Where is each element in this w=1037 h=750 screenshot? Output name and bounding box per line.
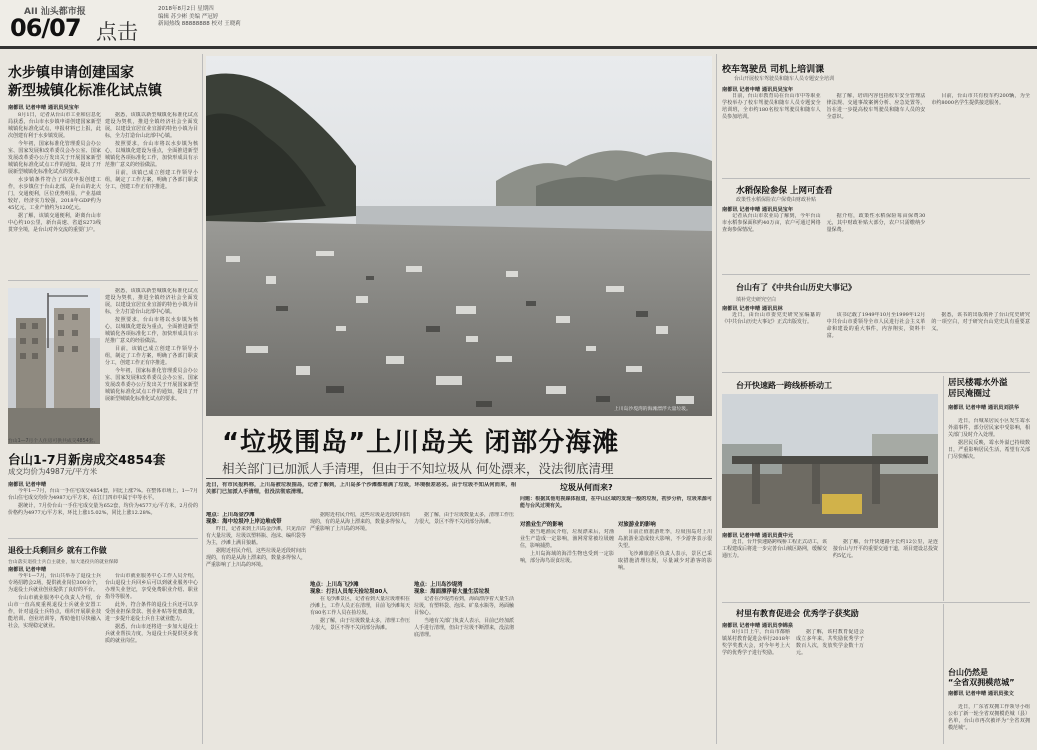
bridge-body: 近日，台开快速路跨线桥工程正式动工，该工程建成后将进一步完善台山城区路网，缓解交通压力。 据了解，台开快速路全长约12公里，是连接台山与开平的重要交通干道，项目建设总投资约5亿元。 (722, 539, 938, 559)
lead-story-body-col2: 据悉，该镇以新型城镇化标准化试点建设为契机，推进全镇经济社会全面发展，以建设宜居宜业宜游的特色小镇为目标，全力打造台山北部中心镇。 按照要求，台山市将以水步镇为核心，以城镇化建设为重点，全面推进新型城镇化各项标准化工作，加快形成具有示范推广意义的经验做法。 目前，该镇已成立创建工作领导小组，制定了工作方案，明确了各部门职责分工，创建工作正有序推进。 (105, 112, 198, 190)
party-history-subtitle: 填补党史研究空白 (736, 297, 777, 303)
section-heading: 地点：上川岛金沙滩 (206, 512, 255, 518)
school-bus-subtitle: 台山开展校车驾驶员和随车人员专题安全培训 (734, 76, 835, 82)
bridge-construction-photo (722, 394, 938, 528)
main-story-subtitle: 相关部门已加派人手清理，但由于不知垃圾从 何处漂来，没法彻底清理 (222, 461, 614, 476)
section-heading: 地点：上川岛飞沙滩 (310, 582, 359, 588)
divider (722, 178, 1030, 179)
scholarship-title: 村里有教育促进会 优秀学子获奖励 (736, 609, 859, 618)
double-support-byline: 南都讯 记者申晴 通讯员张文 (948, 691, 1014, 697)
main-story-col3: 据了解，由于垃圾数量太多，清理工作压力很大，景区不得不关闭部分海滩。 地点：上川岛沙堤湾 现象：海面漂浮着大量生活垃圾 记者在沙堤湾看到，海面漂浮着大量生活垃圾，有塑料袋、泡沫、矿泉水瓶等，场面触目惊心。 当地有关部门负责人表示，目前已经加派人手进行清理，但由于垃圾不断漂来，没法彻底清理。 (414, 512, 514, 638)
meta-line: 编辑 苏少彬 美编 严冠婷 (158, 13, 219, 20)
veteran-story-subtitle: 台山落实退役士兵自主就业，加大退役兵的就业保障 (8, 560, 119, 565)
housing-story-title: 台山1-7月新房成交4854套 (8, 452, 166, 467)
lead-story-body-cont: 据悉，该镇以新型城镇化标准化试点建设为契机，推进全镇经济社会全面发展，以建设宜居宜业宜游的特色小镇为目标，全力打造台山北部中心镇。 按照要求，台山市将以水步镇为核心，以城镇化建设为重点，全面推进新型城镇化各项标准化工作，加快形成具有示范推广意义的经验做法。 目前，该镇已成立创建工作领导小组，制定了工作方案，明确了各部门职责分工，创建工作正有序推进。 今年初，国家标准化管理委员会办公室、国家发展和改革委员会办公室、国家发展改革委办公厅发出关于开展国家新型城镇化标准化试点工作的通知，提出了开展新型城镇化标准化试点的要求。 (105, 288, 198, 402)
party-history-byline: 南都讯 记者申晴 通讯员林 (722, 306, 783, 312)
column-rule (943, 604, 944, 744)
scholarship-body: 8月1日上午，台山市都斛镇某村教育促进会举行2018年奖学奖教大会，对今年考上大学的优秀学子进行奖励。 据了解，该村教育促进会成立多年来，共奖励优秀学子数百人次，发放奖学金数十万元。 (722, 629, 864, 656)
housing-photo-caption: 台山1—7月个人住房可供共成交4854套。 (8, 439, 99, 444)
qa-heading: 对旅游业的影响 (618, 522, 656, 528)
veteran-story-body-col2: 台山市就业服务中心工作人员介绍，台山退役士兵回乡后可以到就业服务中心办理失业登记，享受免费职业介绍、职业指导等服务。 此外，符合条件的退役士兵还可以享受创业担保贷款、创业补贴等优惠政策，进一步提升退役士兵自主就业能力。 据悉，台山市还将进一步加大退役士兵就业帮扶力度，为退役士兵提供更多优质的就业岗位。 (105, 573, 198, 644)
construction-photo (8, 288, 100, 444)
school-bus-byline: 南都讯 记者申晴 通讯员吴宝年 (722, 87, 794, 93)
rice-insurance-byline: 南都讯 记者申晴 通讯员吴宝年 (722, 207, 794, 213)
double-support-body: 近日，广东省双拥工作领导小组公布了新一轮全省双拥模范城（县）名单，台山市再次被评为“全省双拥模范城”。 (948, 704, 1030, 731)
section-heading: 地点：上川岛沙堤湾 (414, 582, 463, 588)
section-subheading: 现象：打扫人员每天捡垃圾80人 (310, 589, 388, 595)
veteran-story-title: 退役士兵剩回乡 就有工作做 (8, 546, 107, 555)
newspaper-logo: AII 汕头都市报 (24, 7, 86, 17)
section-subheading: 现象：海面漂浮着大量生活垃圾 (414, 589, 490, 595)
qa-box: 垃圾从何而来? 问题：根据其他电视媒体报道，在中山区域的发现一般的垃圾，初步分析，垃圾来源可能与台风过境有关。 对渔业生产的影响 据当地渔民介绍，垃圾漂来后，对渔业生产造成一定影响，渔网常常被垃圾缠住，影响捕捞。 上川岛海域的海洋生物也受到一定影响，部分海鸟误食垃圾。 对旅游业的影响 目前正值旅游旺季，垃圾围岛对上川岛旅游业造成较大影响，不少游客表示很失望。 飞沙滩旅游区负责人表示，景区已采取措施清理垃圾，尽量减少对游客的影响。 (520, 483, 712, 571)
main-photo-caption: 上川岛沙堤湾的海滩漂浮大量垃圾。 (614, 407, 691, 412)
main-story-lead: 近日，有市民报料称，上川岛被垃圾围岛，记者了解到，上川岛多个沙滩都堆满了垃圾，环境极差恶劣。由于垃圾不知从何而来，相关部门已加派人手清理，但没法彻底清理。 (206, 482, 516, 495)
column-name: 点击 (96, 20, 138, 44)
meta-line: 2018年8月2日 星期四 (158, 6, 214, 12)
sewage-body: 近日，台城某居民小区发生霉水外溢事件，部分居民家中受影响，相关部门及时介入处理。 据居民反映，霉水外溢已持续数日，严重影响居民生活，希望有关部门尽快解决。 (948, 418, 1030, 460)
masthead (0, 0, 1037, 49)
sewage-byline: 南都讯 记者申晴 通讯员刘洪华 (948, 405, 1020, 411)
section-subheading: 现象：海中垃圾冲上岸边堆成带 (206, 519, 282, 525)
housing-story-byline: 南都讯 记者申晴 (8, 482, 47, 488)
column-rule (716, 54, 717, 744)
page-number: 06/07 (10, 14, 81, 42)
veteran-story-byline: 南都讯 记者申晴 (8, 567, 47, 573)
double-support-title: 台山仍然是 “全省双拥模范城” (948, 668, 1015, 687)
column-rule (943, 376, 944, 601)
beach-garbage-photo (206, 56, 712, 416)
masthead-meta (158, 6, 241, 29)
divider (722, 274, 1030, 275)
bridge-byline: 南都讯 记者申晴 通讯员黄中元 (722, 533, 794, 539)
lead-story-byline: 南都讯 记者申晴 通讯员吴宝年 (8, 105, 80, 111)
qa-title: 垃圾从何而来? (560, 483, 613, 492)
school-bus-title: 校车驾驶员 司机上培训课 (722, 65, 825, 75)
lead-story-title: 水步镇申请创建国家 新型城镇化标准化试点镇 (8, 65, 162, 99)
sewage-title: 居民楼霉水外溢 居民淹圈过 (948, 378, 1008, 399)
housing-story-body: 今年1—7月，台山一手住宅成交4854套，同比上涨7%。在整体市场上，1—7月台山住宅成交均价为4987元/平方米，在江门四市中属于中等水平。 据统计，7月份台山一手住宅成交量为652套，均价为4577元/平方米，2月份的价格约为4977元/平方米，环比上涨15.02%，同比上涨12.28%。 (8, 488, 198, 516)
divider (722, 372, 1030, 373)
housing-story-subtitle: 成交均价为4987元/平方米 (8, 467, 98, 476)
divider (206, 478, 712, 479)
qa-heading: 对渔业生产的影响 (520, 522, 564, 528)
rice-insurance-subtitle: 政策性水稻保险农户保费由财政补贴 (736, 197, 817, 203)
main-story-col2: 据附近村民介绍，这些垃圾是近段时间出现的，有的是从海上漂来的，数量多得惊人，严重影响了上川岛的环境。 地点：上川岛飞沙滩 现象：打扫人员每天捡垃圾80人 在飞沙滩景区，记者看到大量垃圾堆积在沙滩上，工作人员正在清理，目前飞沙滩每天有80名工作人员在捡垃圾。 据了解，由于垃圾数量太多，清理工作压力很大，景区不得不关闭部分海滩。 (310, 512, 410, 631)
lead-story-body: 8月1日，记者从台山市工业和信息化局获悉，台山市水步镇申请创建国家新型城镇化标准化试点，申报材料已上报，此次创建有利于水步镇发展。 今年初，国家标准化管理委员会办公室、国家发展和改革委员会办公室、国家发展改革委办公厅发出关于开展国家新型城镇化标准化试点工作的通知，提出了开展新型城镇化标准化试点的要求。 水步镇条件符合了该次申报创建工作，水步镇位于台山北部，是台山的北大门，交通便利，区位优势明显，产业基础较好，经济实力较强，2018年GDP约为45亿元，工业产值约为120亿元。 据了解，该镇交通便利，距离台山市中心约10公里，新台高速、省道S273线贯穿全境，是台山对外交流的重要门户。 (8, 112, 101, 233)
bridge-title: 台开快速路一跨线桥桥动工 (736, 381, 832, 390)
main-story-title: “垃圾围岛”上川岛关 闭部分海滩 (222, 428, 620, 458)
meta-line: 新闻热线 88888888 校对 王晓莉 (158, 21, 241, 27)
divider (722, 602, 1030, 603)
rice-insurance-body: 记者从台山市农业局了解到，今年台山市水稻参保面积约40万亩，农户可通过网络查询参保情况。 据介绍，政策性水稻保险每亩保费30元，其中财政补贴大部分，农户只需缴纳少量保费。 (722, 213, 926, 233)
main-story-col1: 地点：上川岛金沙滩 现象：海中垃圾冲上岸边堆成带 昨日，记者来到上川岛金沙滩，只见沿岸有大量垃圾，垃圾以塑料瓶、泡沫、编织袋等为主，沙滩上满目狼藉。 据附近村民介绍，这些垃圾是近段时间出现的，有的是从海上漂来的，数量多得惊人，严重影响了上川岛的环境。 (206, 512, 306, 568)
party-history-body: 近日，由台山市委党史研究室编纂的《中共台山历史大事记》正式出版发行。 该书记载了1949年10月至1999年12月中共台山市委领导全市人民进行社会主义革命和建设的重大事件，内容翔实，资料丰富。 据悉，该书的出版填补了台山党史研究的一项空白，对于研究台山党史具有重要意义。 (722, 312, 1030, 339)
divider (8, 538, 198, 539)
rice-insurance-title: 水稻保险参保 上网可查看 (736, 186, 833, 196)
party-history-title: 台山有了《中共台山历史大事记》 (736, 283, 856, 292)
veteran-story-body: 今年1—7月，台山共举办了退役士兵专场招聘会2场，提供就业岗位300余个，为退役士兵就业创业提供了良好的平台。 台山市就业服务中心负责人介绍，台山市一直高度重视退役士兵就业安置工作，针对退役士兵特点，组织开展职业技能培训、创业培训等，帮助他们尽快融入社会，实现稳定就业。 (8, 573, 101, 629)
column-rule (202, 54, 203, 744)
divider (8, 280, 198, 281)
school-bus-body: 日前，台山市教育局在台山市中等职业学校举办了校车驾驶员和随车人员专题安全培训班，全市约180名校车驾驶员和随车人员参加培训。 据了解，培训内容包括校车安全管理法律法规、交通事故案例分析、应急处置等，旨在进一步提高校车驾驶员和随车人员的安全意识。 目前，台山市共有校车约200辆，为全市约8000名学生提供接送服务。 (722, 93, 1030, 120)
scholarship-byline: 南都讯 记者申晴 通讯员李锦泉 (722, 623, 794, 629)
